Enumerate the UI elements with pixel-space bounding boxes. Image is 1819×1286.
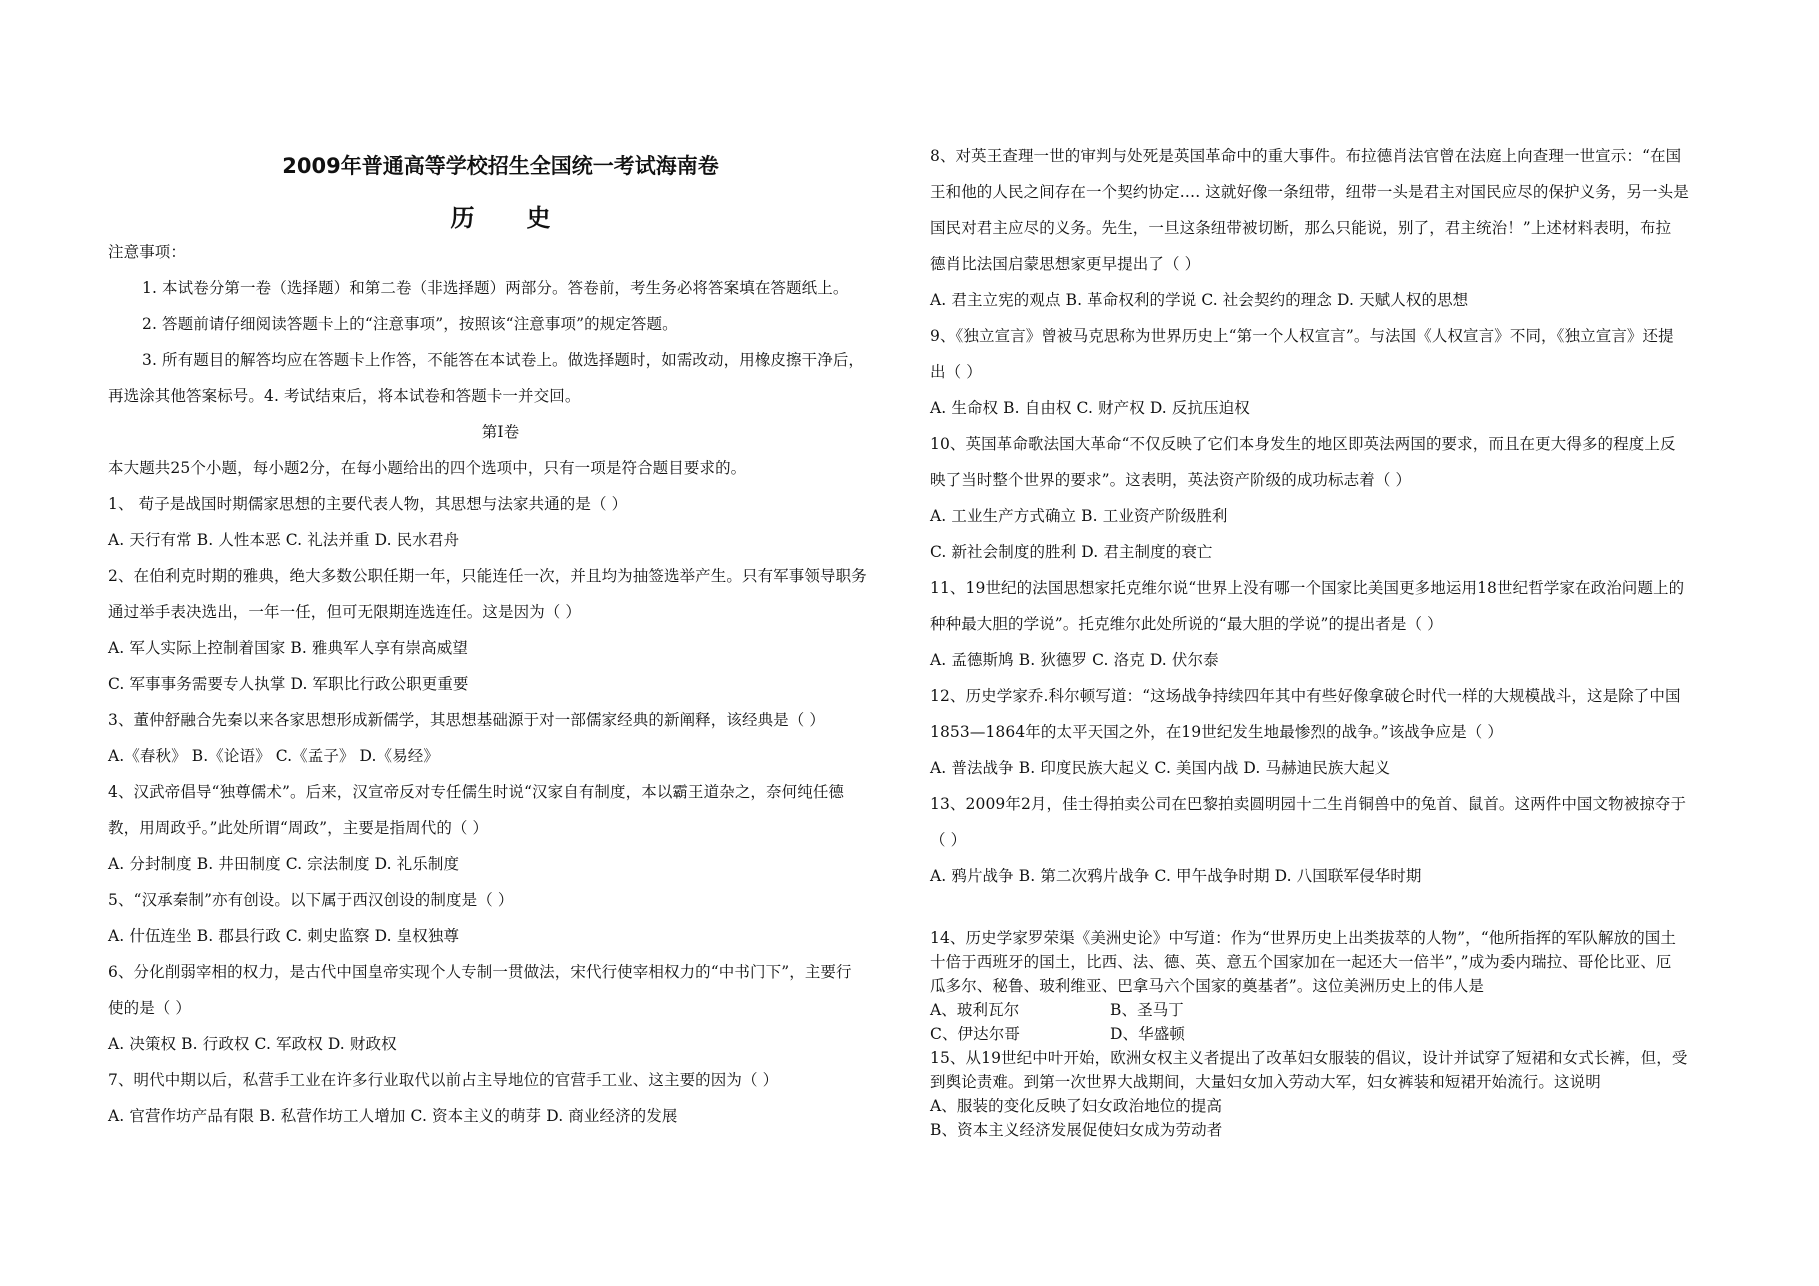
question-line: 11、19世纪的法国思想家托克维尔说“世界上没有哪一个国家比美国更多地运用18世纪哲学家在政治问题上的 bbox=[930, 579, 1685, 597]
question-line: 1853—1864年的太平天国之外，在19世纪发生地最惨烈的战争。”该战争应是（ ） bbox=[930, 723, 1503, 741]
question-line: 1、 荀子是战国时期儒家思想的主要代表人物，其思想与法家共通的是（ ） bbox=[108, 495, 628, 513]
notice-item: 再选涂其他答案标号。4. 考试结束后，将本试卷和答题卡一并交回。 bbox=[108, 387, 581, 405]
option-line: A. 什伍连坐 B. 郡县行政 C. 刺史监察 D. 皇权独尊 bbox=[108, 927, 460, 945]
question-line: 种种最大胆的学说”。托克维尔此处所说的“最大胆的学说”的提出者是（ ） bbox=[930, 615, 1443, 633]
option-line: A. 工业生产方式确立 B. 工业资产阶级胜利 bbox=[930, 507, 1228, 525]
option-line: B、资本主义经济发展促使妇女成为劳动者 bbox=[930, 1121, 1223, 1139]
notice-heading: 注意事项： bbox=[108, 243, 187, 261]
question-line: 5、“汉承秦制”亦有创设。以下属于西汉创设的制度是（ ） bbox=[108, 891, 514, 909]
question-line: 到舆论责难。到第一次世界大战期间，大量妇女加入劳动大军，妇女裤装和短裙开始流行。这说明 bbox=[930, 1073, 1601, 1091]
option-line: A. 军人实际上控制着国家 B. 雅典军人享有崇高威望 bbox=[108, 639, 468, 657]
question-line: 2、在伯利克时期的雅典，绝大多数公职任期一年，只能连任一次，并且均为抽签选举产生。只有军事领导职务 bbox=[108, 567, 867, 585]
option-line: C. 军事事务需要专人执掌 D. 军职比行政公职更重要 bbox=[108, 675, 469, 693]
option-line: A. 普法战争 B. 印度民族大起义 C. 美国内战 D. 马赫迪民族大起义 bbox=[930, 759, 1391, 777]
option-line: A. 分封制度 B. 井田制度 C. 宗法制度 D. 礼乐制度 bbox=[108, 855, 460, 873]
question-line: 使的是（ ） bbox=[108, 999, 192, 1017]
question-line: 德肖比法国启蒙思想家更早提出了（ ） bbox=[930, 255, 1201, 273]
option-d: D、华盛顿 bbox=[1110, 1025, 1185, 1043]
question-line: 王和他的人民之间存在一个契约协定…. 这就好像一条纽带，纽带一头是君主对国民应尽的保护义务，另一头是 bbox=[930, 183, 1689, 201]
option-a: A、玻利瓦尔 bbox=[930, 1001, 1020, 1019]
question-line: 9、《独立宣言》曾被马克思称为世界历史上“第一个人权宣言”。与法国《人权宣言》不同，《独立宣言》还提 bbox=[930, 327, 1674, 345]
option-line: A. 决策权 B. 行政权 C. 军政权 D. 财政权 bbox=[108, 1035, 397, 1053]
option-b: B、圣马丁 bbox=[1110, 1001, 1184, 1019]
option-line: A. 官营作坊产品有限 B. 私营作坊工人增加 C. 资本主义的萌芽 D. 商业经济的发展 bbox=[108, 1107, 678, 1125]
question-line: 4、汉武帝倡导“独尊儒术”。后来，汉宣帝反对专任儒生时说“汉家自有制度，本以霸王道杂之，奈何纯任德 bbox=[108, 783, 845, 801]
question-line: 12、历史学家乔.科尔顿写道：“这场战争持续四年其中有些好像拿破仑时代一样的大规模战斗，这是除了中国 bbox=[930, 687, 1681, 705]
option-line: C. 新社会制度的胜利 D. 君主制度的衰亡 bbox=[930, 543, 1213, 561]
question-line: （ ） bbox=[930, 831, 967, 849]
question-line: 10、英国革命歌法国大革命“不仅反映了它们本身发生的地区即英法两国的要求，而且在更大得多的程度上反 bbox=[930, 435, 1676, 453]
option-line: A.《春秋》 B.《论语》 C.《孟子》 D.《易经》 bbox=[108, 747, 439, 765]
question-line: 映了当时整个世界的要求”。这表明，英法资产阶级的成功标志着（ ） bbox=[930, 471, 1412, 489]
option-c: C、伊达尔哥 bbox=[930, 1025, 1020, 1043]
question-line: 教，用周政乎。”此处所谓“周政”，主要是指周代的（ ） bbox=[108, 819, 489, 837]
question-line: 十倍于西班牙的国土，比西、法、德、英、意五个国家加在一起还大一倍半”，”成为委内瑞拉、哥伦比亚、厄 bbox=[930, 953, 1672, 971]
question-line: 15、从19世纪中叶开始，欧洲女权主义者提出了改革妇女服装的倡议，设计并试穿了短裙和女式长裤，但，受 bbox=[930, 1049, 1688, 1067]
option-line: A. 生命权 B. 自由权 C. 财产权 D. 反抗压迫权 bbox=[930, 399, 1250, 417]
exam-title: 2009年普通高等学校招生全国统一考试海南卷 bbox=[282, 154, 719, 178]
question-line: 3、董仲舒融合先秦以来各家思想形成新儒学，其思想基础源于对一部儒家经典的新阐释，该经典是（ ） bbox=[108, 711, 825, 729]
section-title: 第Ⅰ卷 bbox=[481, 423, 520, 441]
notice-item: 1. 本试卷分第一卷（选择题）和第二卷（非选择题）两部分。答卷前，考生务必将答案填在答题纸上。 bbox=[142, 279, 849, 297]
section-intro: 本大题共25个小题，每小题2分，在每小题给出的四个选项中，只有一项是符合题目要求的。 bbox=[108, 459, 747, 477]
question-line: 8、对英王查理一世的审判与处死是英国革命中的重大事件。布拉德肖法官曾在法庭上向查理一世宣示：“在国 bbox=[930, 147, 1682, 165]
option-line: A、服装的变化反映了妇女政治地位的提高 bbox=[930, 1097, 1223, 1115]
notice-item: 3. 所有题目的解答均应在答题卡上作答，不能答在本试卷上。做选择题时，如需改动，用橡皮擦干净后， bbox=[142, 351, 865, 369]
question-line: 出（ ） bbox=[930, 363, 982, 381]
question-line: 14、历史学家罗荣渠《美洲史论》中写道：作为“世界历史上出类拔萃的人物”，“他所指挥的军队解放的国土 bbox=[930, 929, 1676, 947]
question-line: 国民对君主应尽的义务。先生，一旦这条纽带被切断，那么只能说，别了，君主统治！”上述材料表明，布拉 bbox=[930, 219, 1672, 237]
option-line: A. 君主立宪的观点 B. 革命权利的学说 C. 社会契约的理念 D. 天赋人权的思想 bbox=[930, 291, 1469, 309]
question-line: 瓜多尔、秘鲁、玻利维亚、巴拿马六个国家的奠基者”。这位美洲历史上的伟人是 bbox=[930, 977, 1485, 995]
option-line: A. 天行有常 B. 人性本恶 C. 礼法并重 D. 民水君舟 bbox=[108, 531, 460, 549]
question-line: 通过举手表决选出，一年一任，但可无限期连选连任。这是因为（ ） bbox=[108, 603, 582, 621]
option-line: A. 鸦片战争 B. 第二次鸦片战争 C. 甲午战争时期 D. 八国联军侵华时期 bbox=[930, 867, 1422, 885]
option-row bbox=[930, 1024, 1185, 1044]
option-line: A. 孟德斯鸠 B. 狄德罗 C. 洛克 D. 伏尔泰 bbox=[930, 651, 1219, 669]
question-line: 13、2009年2月，佳士得拍卖公司在巴黎拍卖圆明园十二生肖铜兽中的兔首、鼠首。这两件中国文物被掠夺于 bbox=[930, 795, 1687, 813]
option-row bbox=[930, 1000, 1184, 1020]
notice-item: 2. 答题前请仔细阅读答题卡上的“注意事项”，按照该“注意事项”的规定答题。 bbox=[142, 315, 678, 333]
question-line: 7、明代中期以后，私营手工业在许多行业取代以前占主导地位的官营手工业、这主要的因为（ ） bbox=[108, 1071, 779, 1089]
question-line: 6、分化削弱宰相的权力，是古代中国皇帝实现个人专制一贯做法，宋代行使宰相权力的“中书门下”，主要行 bbox=[108, 963, 852, 981]
subject-title: 历史 bbox=[450, 204, 603, 232]
